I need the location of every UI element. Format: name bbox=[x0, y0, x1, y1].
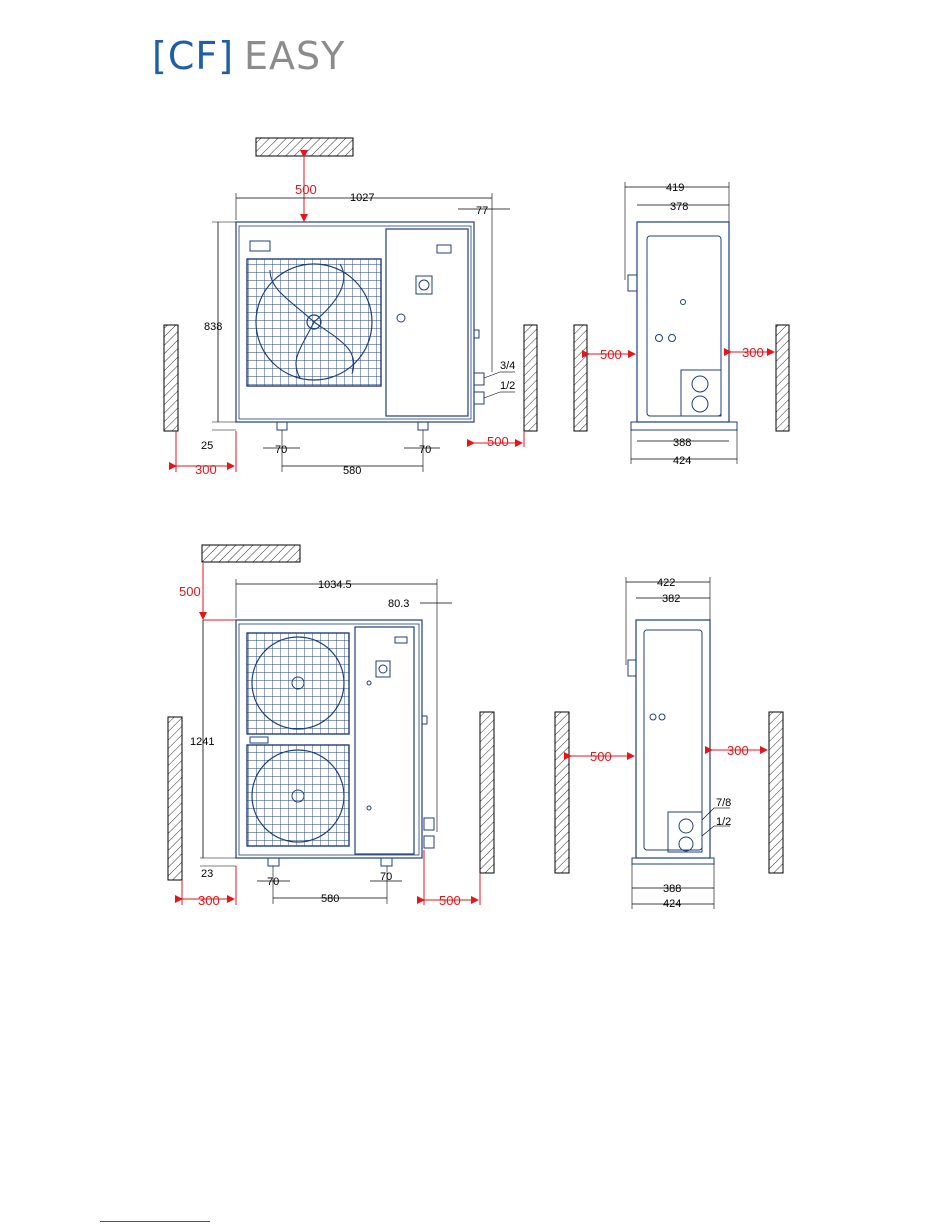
side-right-wall-2 bbox=[769, 712, 783, 873]
side-left-clearance-label-2: 500 bbox=[590, 749, 612, 764]
side-depth-outer-label: 419 bbox=[666, 182, 685, 194]
foot-span-label-2: 580 bbox=[321, 893, 340, 905]
offset-label: 77 bbox=[476, 205, 489, 217]
right-wall-2 bbox=[480, 712, 494, 873]
footer-rule bbox=[100, 1221, 210, 1222]
foot-span-label: 580 bbox=[343, 465, 362, 477]
pipe-lower-label: 1/2 bbox=[500, 380, 516, 392]
side-left-clearance-label: 500 bbox=[600, 347, 622, 362]
foot-width-right-label-2: 70 bbox=[380, 871, 393, 883]
logo-bracket-text: [CF] bbox=[152, 34, 235, 78]
side-depth-inner-label: 378 bbox=[670, 201, 689, 213]
side-base-inner-label-2: 388 bbox=[663, 883, 682, 895]
height-label-2: 1241 bbox=[190, 736, 215, 748]
side-base-outer-label: 424 bbox=[673, 455, 692, 467]
pipe-upper-label: 3/4 bbox=[500, 360, 516, 372]
foot-height-label-2: 23 bbox=[201, 868, 214, 880]
foot-height-label: 25 bbox=[201, 440, 214, 452]
side-base-inner-label: 388 bbox=[673, 437, 692, 449]
top-wall-2 bbox=[202, 545, 300, 562]
fan-grille-upper bbox=[247, 633, 349, 734]
side-pipe-lower-label: 1/2 bbox=[716, 816, 732, 828]
left-clearance-label: 300 bbox=[195, 462, 217, 477]
side-left-wall bbox=[574, 325, 587, 431]
side-depth-outer-label-2: 422 bbox=[657, 577, 676, 589]
offset-label-2: 80.3 bbox=[388, 598, 410, 610]
foot-width-left-label-2: 70 bbox=[267, 876, 280, 888]
side-right-clearance-label: 300 bbox=[742, 345, 764, 360]
left-wall-2 bbox=[168, 717, 182, 880]
logo-product-text: EASY bbox=[244, 34, 346, 78]
left-clearance-label-2: 300 bbox=[198, 893, 220, 908]
foot-width-left-label: 70 bbox=[275, 444, 288, 456]
right-wall bbox=[524, 325, 537, 431]
top-clearance-label-2: 500 bbox=[179, 584, 201, 599]
unit2-front-view bbox=[168, 545, 494, 908]
right-clearance-label-2: 500 bbox=[439, 893, 461, 908]
foot-width-right-label: 70 bbox=[419, 444, 432, 456]
side-base-outer-label-2: 424 bbox=[663, 898, 682, 910]
unit1-side-view bbox=[574, 182, 789, 467]
width-label-2: 1034.5 bbox=[318, 579, 352, 591]
side-depth-inner-label-2: 382 bbox=[662, 593, 681, 605]
side-left-wall-2 bbox=[555, 712, 569, 873]
fan-grille-lower bbox=[247, 745, 349, 846]
top-clearance-label: 500 bbox=[295, 182, 317, 197]
left-wall bbox=[164, 325, 178, 431]
unit1-front-view bbox=[164, 138, 537, 477]
side-right-clearance-label-2: 300 bbox=[727, 743, 749, 758]
top-wall bbox=[256, 138, 353, 156]
side-pipe-upper-label: 7/8 bbox=[716, 797, 732, 809]
height-label: 838 bbox=[204, 321, 223, 333]
width-label: 1027 bbox=[350, 192, 375, 204]
right-clearance-label: 500 bbox=[487, 434, 509, 449]
side-right-wall bbox=[776, 325, 789, 431]
unit2-side-view bbox=[555, 577, 783, 910]
service-panel bbox=[386, 229, 468, 416]
